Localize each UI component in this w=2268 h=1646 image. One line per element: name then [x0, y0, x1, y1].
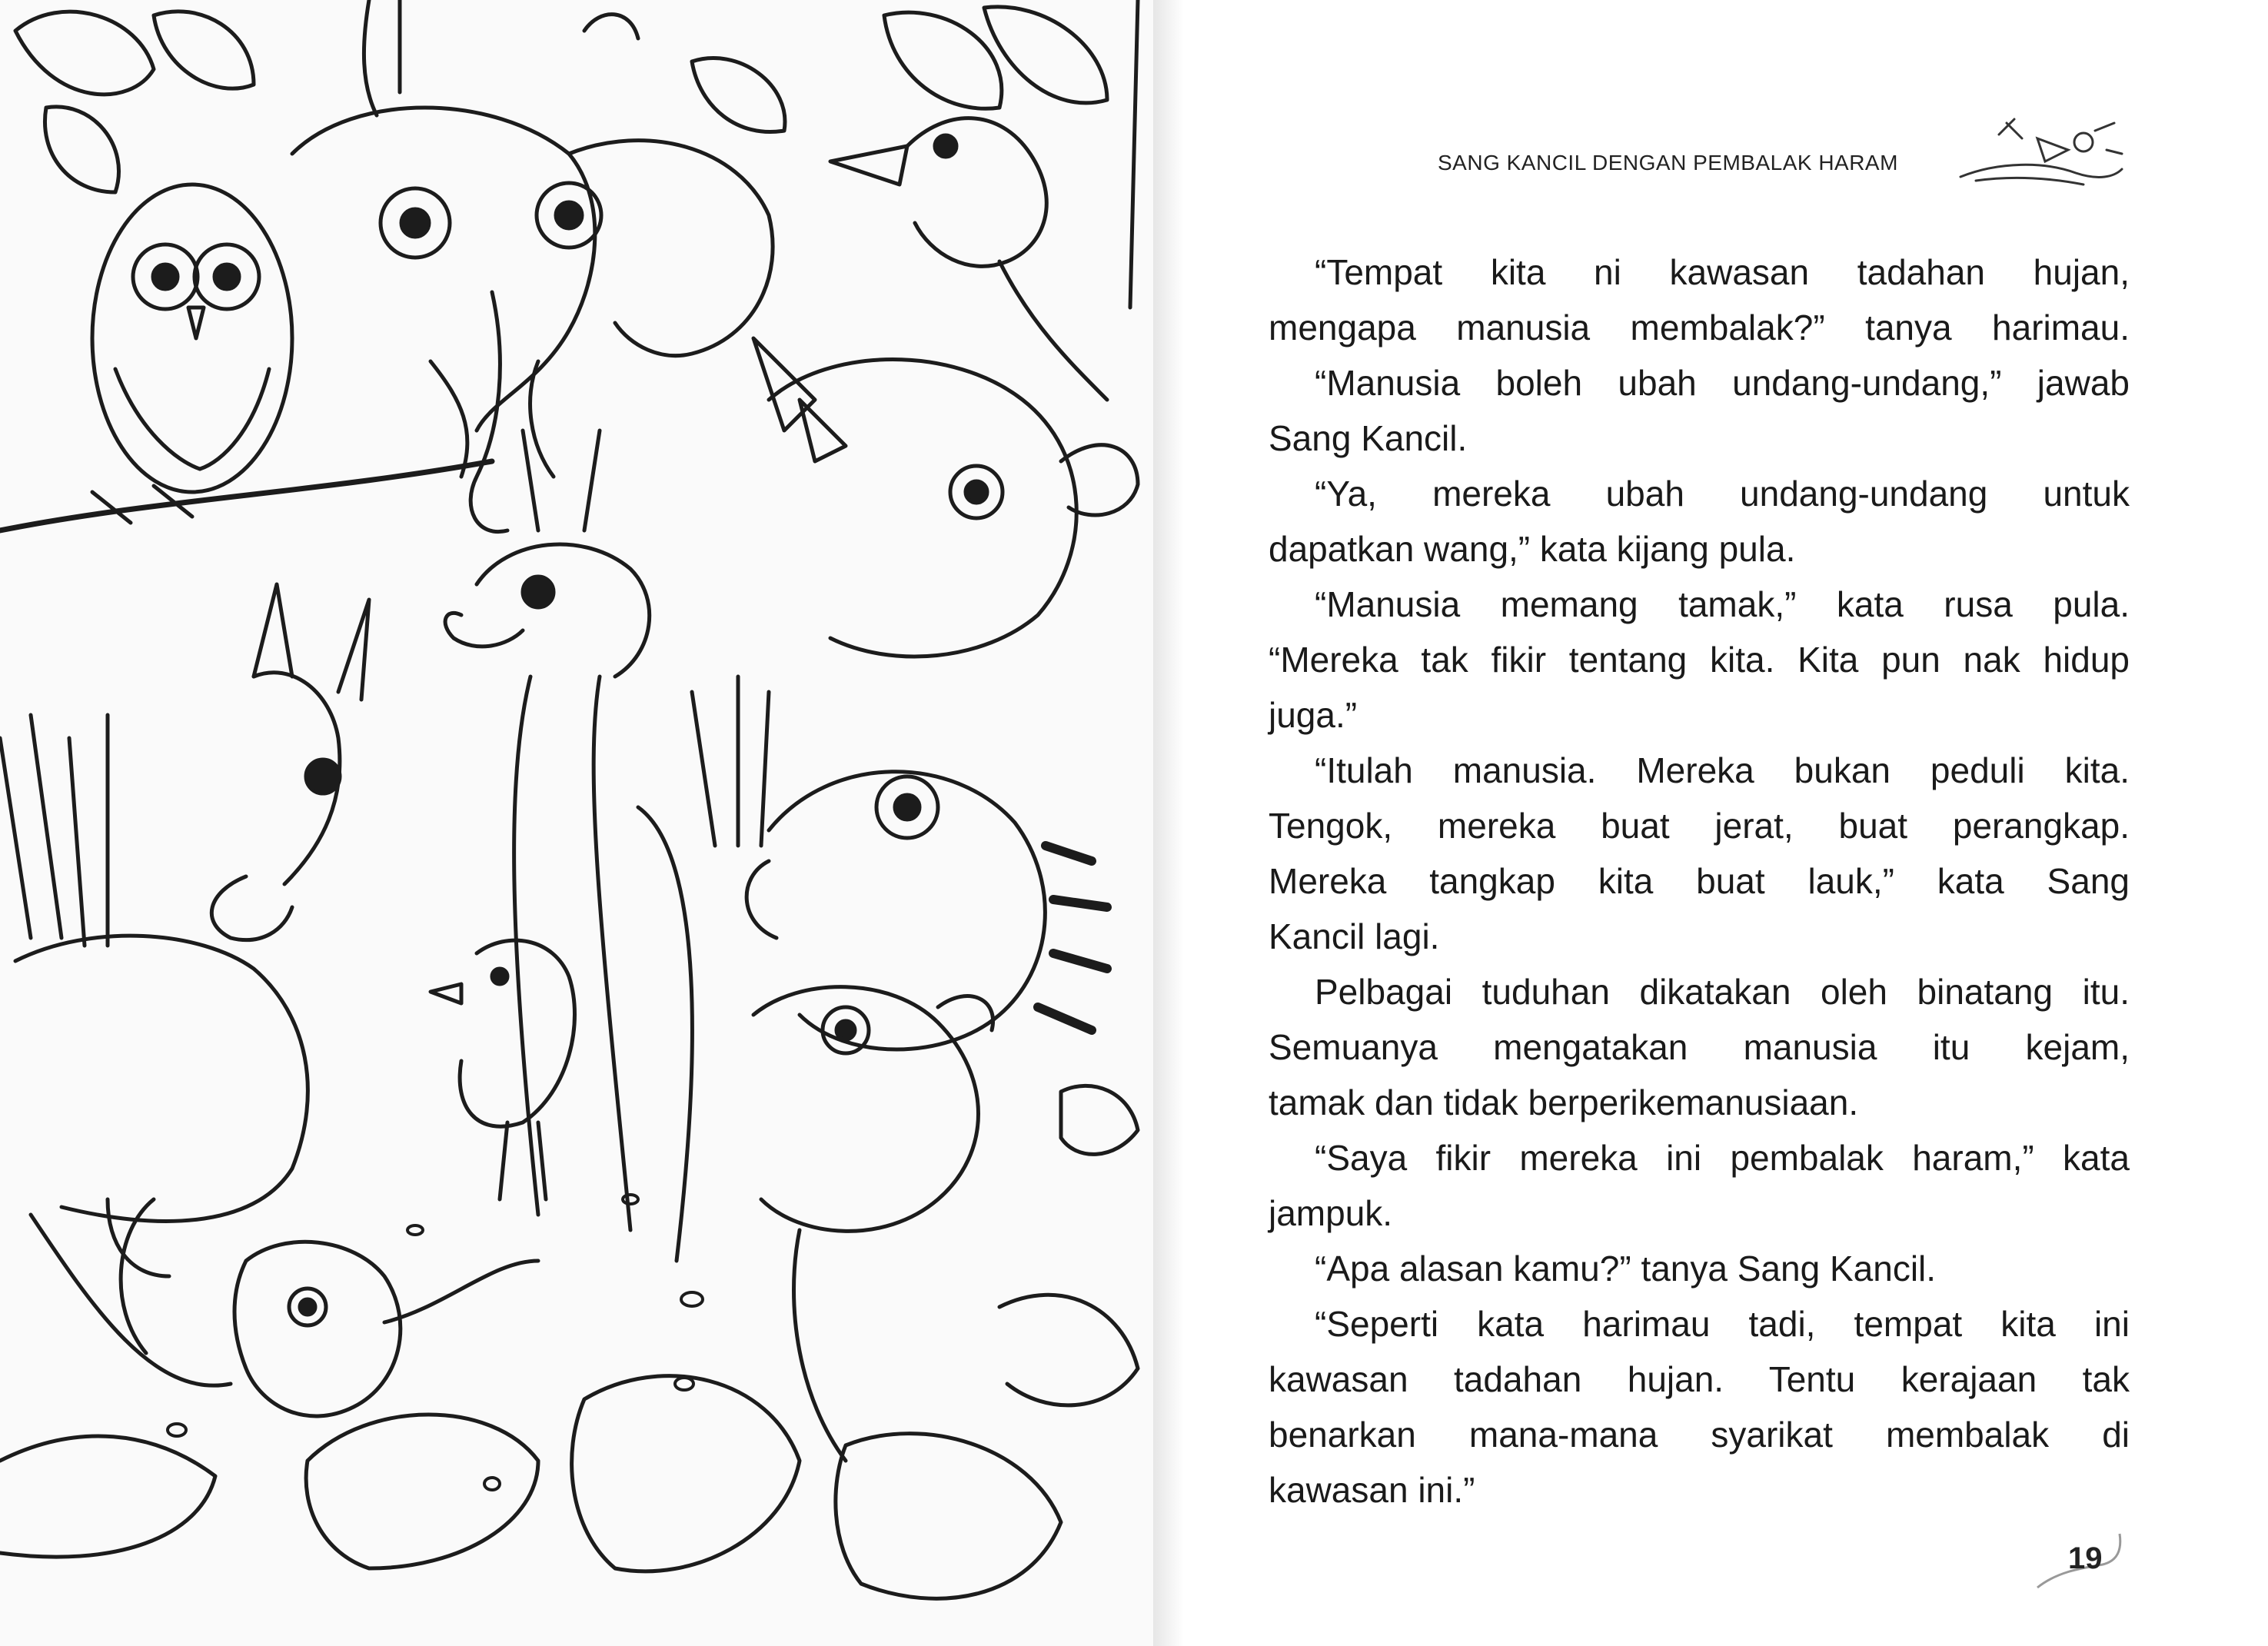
paragraph-1: [1269, 244, 2130, 355]
text-line: “Manusia boleh ubah undang-undang,” jawab: [1315, 363, 2130, 403]
paragraph-9: [1269, 1296, 2130, 1518]
paragraph-5: [1269, 743, 2130, 964]
paragraph-4: [1269, 577, 2130, 743]
text-page: [1184, 0, 2268, 1646]
paragraph-8: [1269, 1241, 2130, 1296]
text-line: “Saya fikir mereka ini pembalak haram,” kata: [1315, 1138, 2130, 1178]
text-line: Tengok, mereka buat jerat, buat perangkap.: [1269, 806, 2130, 846]
mouse-deer: [15, 584, 369, 1276]
text-line: “Ya, mereka ubah undang-undang untuk: [1315, 474, 2130, 514]
text-line: “Itulah manusia. Mereka bukan peduli kita.: [1315, 750, 2130, 790]
text-line: tamak dan tidak berperikemanusiaan.: [1269, 1082, 1859, 1122]
elephant: [292, 108, 773, 532]
text-line: Semuanya mengatakan manusia itu kejam,: [1269, 1027, 2130, 1067]
text-line: kawasan tadahan hujan. Tentu kerajaan tak: [1269, 1359, 2130, 1399]
text-line: dapatkan wang,” kata kijang pula.: [1269, 529, 1796, 569]
text-line: “Mereka tak fikir tentang kita. Kita pun nak hidup: [1269, 640, 2130, 680]
page-gutter: [1153, 0, 1184, 1646]
text-line: “Apa alasan kamu?” tanya Sang Kancil.: [1315, 1249, 1937, 1289]
otter: [753, 987, 993, 1461]
paragraph-2: [1269, 355, 2130, 466]
hornbill: [830, 118, 1107, 400]
running-header: SANG KANCIL DENGAN PEMBALAK HARAM: [1438, 151, 1898, 175]
page-number: 19: [2068, 1541, 2103, 1575]
text-line: “Tempat kita ni kawasan tadahan hujan,: [1315, 252, 2130, 292]
text-line: mengapa manusia membalak?” tanya harimau.: [1269, 308, 2130, 347]
logging-ornament-icon: [1953, 108, 2130, 192]
text-line: “Manusia memang tamak,” kata rusa pula.: [1315, 584, 2130, 624]
canopy-leaves: [15, 7, 1107, 192]
text-line: Mereka tangkap kita buat lauk,” kata Sang: [1269, 861, 2130, 901]
story-body: [1269, 244, 2130, 1518]
ground-stones: [168, 1195, 703, 1490]
paragraph-6: [1269, 964, 2130, 1130]
text-line: juga.”: [1269, 695, 1358, 735]
text-line: “Seperti kata harimau tadi, tempat kita ini: [1315, 1304, 2130, 1344]
text-line: Sang Kancil.: [1269, 418, 1468, 458]
paragraph-7: [1269, 1130, 2130, 1241]
tiger: [747, 772, 1107, 1049]
monkey: [31, 1199, 538, 1416]
owl: [92, 185, 292, 492]
text-line: benarkan mana-mana syarikat membalak di: [1269, 1415, 2130, 1455]
text-line: Kancil lagi.: [1269, 916, 1440, 956]
chicken: [431, 940, 575, 1199]
text-line: jampuk.: [1269, 1193, 1393, 1233]
foreground-leaves: [0, 677, 1138, 1598]
antelope: [445, 431, 692, 1261]
paragraph-3: [1269, 466, 2130, 577]
rhino: [753, 338, 1138, 657]
text-line: kawasan ini.”: [1269, 1470, 1475, 1510]
text-line: Pelbagai tuduhan dikatakan oleh binatang itu.: [1315, 972, 2130, 1012]
